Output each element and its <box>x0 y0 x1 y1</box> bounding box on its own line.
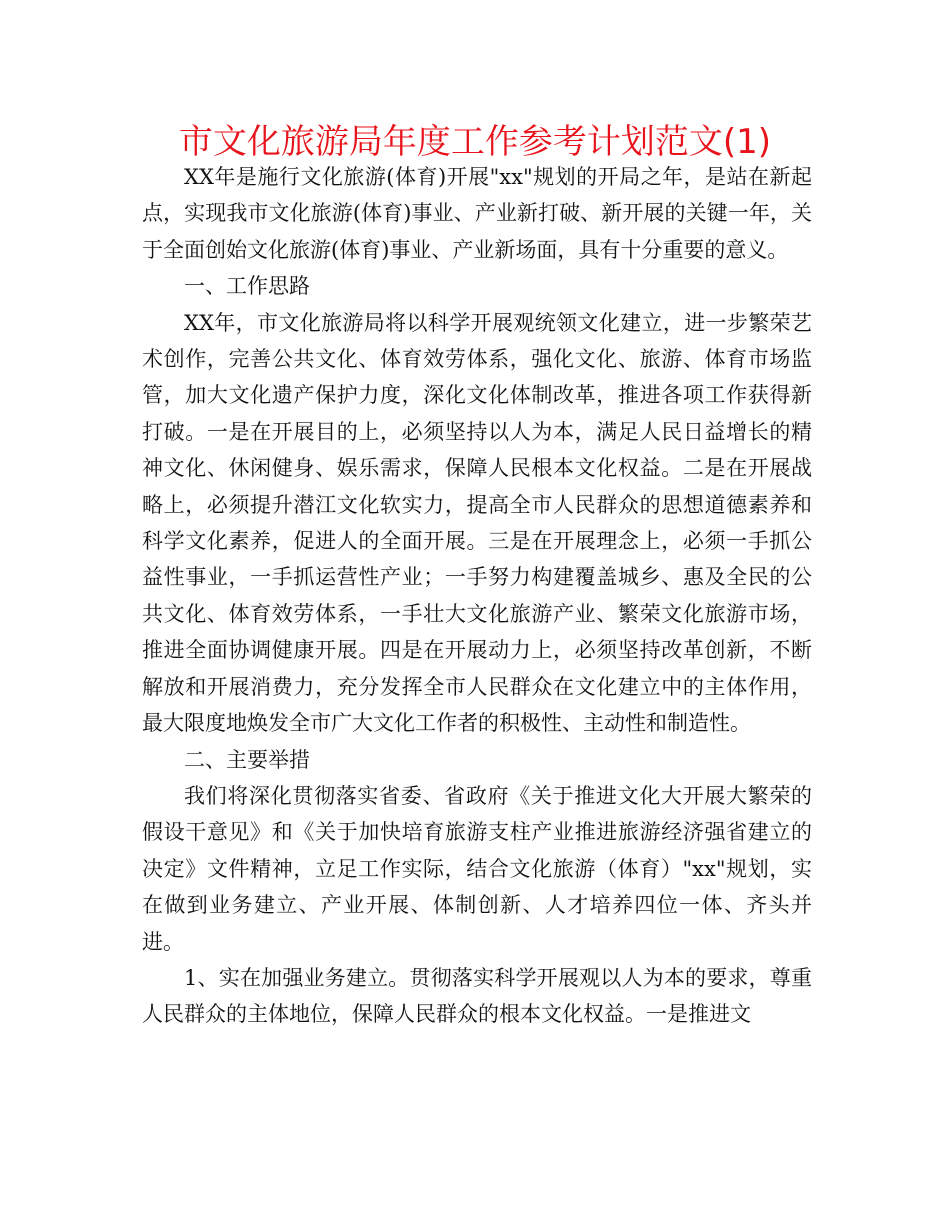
paragraph-work-ideas: XX年，市文化旅游局将以科学开展观统领文化建立，进一步繁荣艺术创作，完善公共文化、体育效劳体系，强化文化、旅游、体育市场监管，加大文化遗产保护力度，深化文化体制改革，推进各项工作获得新打破。一是在开展目的上，必须坚持以人为本，满足人民日益增长的精神文化、休闲健身、娱乐需求，保障人民根本文化权益。二是在开展战略上，必须提升潜江文化软实力，提高全市人民群众的思想道德素养和科学文化素养，促进人的全面开展。三是在开展理念上，必须一手抓公益性事业，一手抓运营性产业；一手努力构建覆盖城乡、惠及全民的公共文化、体育效劳体系，一手壮大文化旅游产业、繁荣文化旅游市场，推进全面协调健康开展。四是在开展动力上，必须坚持改革创新，不断解放和开展消费力，充分发挥全市人民群众在文化建立中的主体作用，最大限度地焕发全市广大文化工作者的积极性、主动性和制造性。 <box>142 310 812 736</box>
section-heading-work-ideas: 一、工作思路 <box>184 274 310 299</box>
paragraph-main-measures: 我们将深化贯彻落实省委、省政府《关于推进文化大开展大繁荣的假设干意见》和《关于加快培育旅游支柱产业推进旅游经济强省建立的决定》文件精神，立足工作实际，结合文化旅游（体育）"xx"规划，实在做到业务建立、产业开展、体制创新、人才培养四位一体、齐头并进。 <box>142 783 812 954</box>
paragraph-measure-1: 1、实在加强业务建立。贯彻落实科学开展观以人为本的要求，尊重人民群众的主体地位，保障人民群众的根本文化权益。一是推进文 <box>142 965 812 1027</box>
document-title: 市文化旅游局年度工作参考计划范文(1) <box>178 122 772 162</box>
paragraph-intro: XX年是施行文化旅游(体育)开展"xx"规划的开局之年，是站在新起点，实现我市文化旅游(体育)事业、产业新打破、新开展的关键一年，关于全面创始文化旅游(体育)事业、产业新场面，具有十分重要的意义。 <box>142 165 812 262</box>
document-body <box>142 159 812 1033</box>
section-heading-main-measures: 二、主要举措 <box>184 747 310 772</box>
